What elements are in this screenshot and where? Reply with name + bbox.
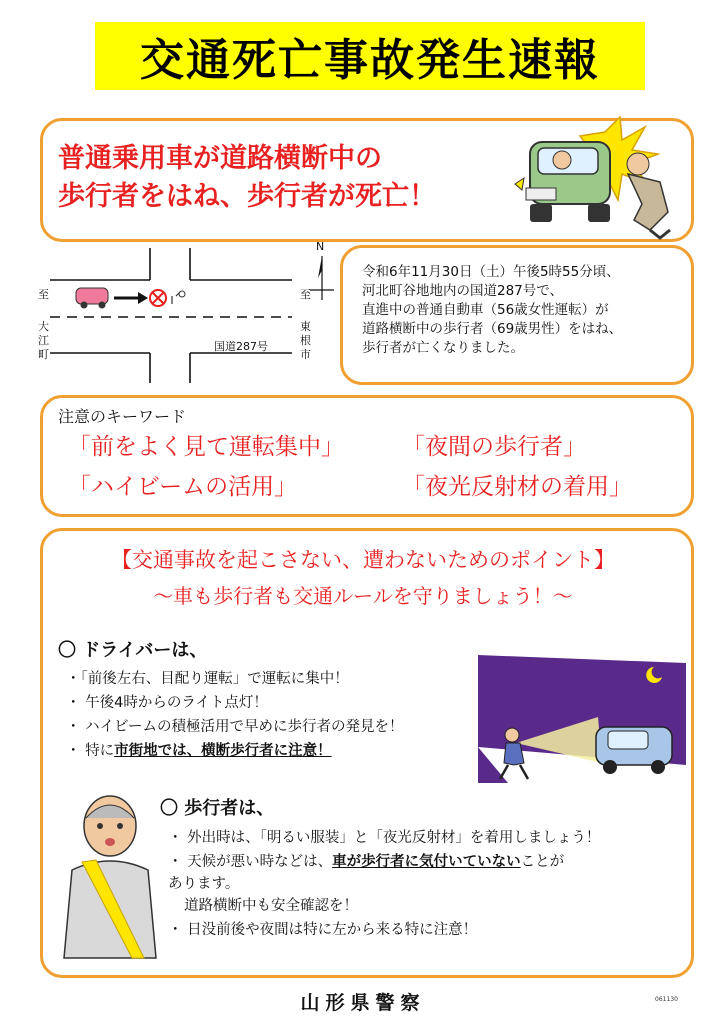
pedestrian-bullet-lead: ・ 天候が悪い時などは、 xyxy=(168,854,333,870)
page-title: 交通死亡事故発生速報 xyxy=(140,35,600,86)
keywords-label: 注意のキーワード xyxy=(58,407,187,426)
incident-text xyxy=(362,263,692,358)
driver-bullet: ・「前後左右、目配り運転」で運転に集中！ xyxy=(66,671,349,687)
driver-bullet-emphasis: 市街地では、横断歩行者に注意！ xyxy=(114,743,332,759)
pedestrian-heading: 〇 歩行者は、 xyxy=(160,798,275,819)
points-title: 【交通事故を起こさない、遭わないためのポイント】 xyxy=(111,548,615,572)
officer-illustration xyxy=(52,790,167,960)
map-east-place-2: 根 xyxy=(300,334,311,347)
driver-bullet: ・ 午後4時からのライト点灯！ xyxy=(66,695,268,711)
map-east-to: 至 xyxy=(300,288,311,301)
title-banner xyxy=(95,22,645,90)
pedestrian-bullet: ・ 外出時は、「明るい服装」と「夜光反射材」を着用しましょう！ xyxy=(168,830,601,846)
map-west-place-3: 町 xyxy=(38,348,49,361)
document-code: 061130 xyxy=(655,996,678,1003)
keyword-item: 「夜間の歩行者」 xyxy=(402,434,586,460)
map-north: N xyxy=(316,240,325,253)
map-road-name: 国道287号 xyxy=(214,340,268,353)
keyword-item: 「前をよく見て運転集中」 xyxy=(68,434,344,460)
night-driving-illustration xyxy=(478,655,686,783)
incident-line: 直進中の普通自動車（56歳女性運転）が xyxy=(362,302,609,318)
driver-bullet-lead: ・ 特に xyxy=(66,743,115,759)
headline-line-1: 普通乗用車が道路横断中の xyxy=(58,143,382,174)
map-east-place-3: 市 xyxy=(300,348,311,361)
map-east-place-1: 東 xyxy=(300,320,311,333)
pedestrian-bullet-cont: 道路横断中も安全確認を！ xyxy=(184,898,358,914)
pedestrian-bullet-cont: あります。 xyxy=(168,876,240,892)
driver-bullet: ・ ハイビームの積極活用で早めに歩行者の発見を！ xyxy=(66,719,404,735)
points-subtitle: ～車も歩行者も交通ルールを守りましょう！～ xyxy=(153,584,573,608)
map-west-place-2: 江 xyxy=(38,334,49,347)
footer-issuer: 山形県警察 xyxy=(300,992,426,1014)
pedestrian-bullet xyxy=(168,850,564,871)
driver-bullet xyxy=(66,739,332,760)
incident-line: 道路横断中の歩行者（69歳男性）をはね、 xyxy=(362,321,623,337)
driver-heading: 〇 ドライバーは、 xyxy=(58,640,208,661)
incident-line: 歩行者が亡くなりました。 xyxy=(362,340,524,356)
crash-illustration xyxy=(510,112,695,242)
incident-line: 令和6年11月30日（土）午後5時55分頃、 xyxy=(362,264,620,280)
map-west-place-1: 大 xyxy=(38,320,49,333)
incident-line: 河北町谷地地内の国道287号で、 xyxy=(362,283,563,299)
keyword-item: 「夜光反射材の着用」 xyxy=(402,474,632,500)
headline-line-2: 歩行者をはね、歩行者が死亡！ xyxy=(58,181,436,212)
pedestrian-bullet-tail: ことが xyxy=(520,854,565,870)
pedestrian-bullet-emphasis: 車が歩行者に気付いていない xyxy=(332,854,521,870)
map-west-to: 至 xyxy=(38,288,49,301)
pedestrian-bullet: ・ 日没前後や夜間は特に左から来る特に注意！ xyxy=(168,922,478,938)
keyword-item: 「ハイビームの活用」 xyxy=(68,474,298,500)
accident-map xyxy=(30,238,340,388)
headline xyxy=(58,140,578,216)
